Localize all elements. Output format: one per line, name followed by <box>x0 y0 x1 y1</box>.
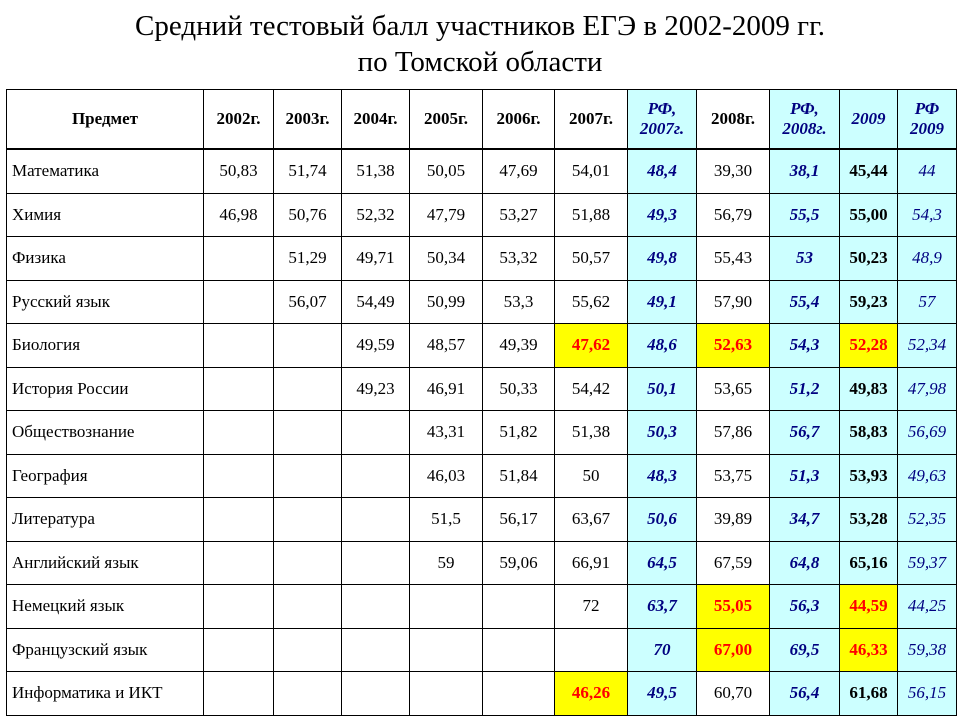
score-cell: 46,03 <box>410 454 483 498</box>
score-cell: 54,49 <box>342 280 410 324</box>
score-cell: 53 <box>770 237 840 281</box>
subject-cell: Биология <box>7 324 204 368</box>
score-cell <box>342 585 410 629</box>
header-2004: 2004г. <box>342 90 410 150</box>
score-cell: 52,28 <box>840 324 898 368</box>
score-cell: 47,69 <box>483 149 555 193</box>
score-cell: 50,76 <box>274 193 342 237</box>
score-cell: 38,1 <box>770 149 840 193</box>
table-row <box>7 193 957 237</box>
score-cell: 51,38 <box>342 149 410 193</box>
score-cell <box>204 454 274 498</box>
score-cell: 50,3 <box>628 411 697 455</box>
score-cell: 54,42 <box>555 367 628 411</box>
header-rf-2008: РФ, 2008г. <box>770 90 840 150</box>
score-cell: 49,71 <box>342 237 410 281</box>
score-cell <box>274 541 342 585</box>
score-cell: 52,32 <box>342 193 410 237</box>
score-cell: 63,7 <box>628 585 697 629</box>
table-row <box>7 149 957 193</box>
score-cell: 51,38 <box>555 411 628 455</box>
score-cell <box>342 672 410 716</box>
score-cell: 57,90 <box>697 280 770 324</box>
score-cell: 49,5 <box>628 672 697 716</box>
table-body <box>7 149 957 715</box>
subject-cell: Обществознание <box>7 411 204 455</box>
score-cell <box>410 585 483 629</box>
subject-cell: География <box>7 454 204 498</box>
score-cell: 65,16 <box>840 541 898 585</box>
score-cell: 66,91 <box>555 541 628 585</box>
score-cell: 57 <box>898 280 957 324</box>
score-cell: 49,39 <box>483 324 555 368</box>
table-row <box>7 585 957 629</box>
score-cell: 51,2 <box>770 367 840 411</box>
score-cell <box>274 628 342 672</box>
score-cell: 50,6 <box>628 498 697 542</box>
score-cell: 56,4 <box>770 672 840 716</box>
subject-cell: Английский язык <box>7 541 204 585</box>
score-cell: 53,28 <box>840 498 898 542</box>
score-cell: 43,31 <box>410 411 483 455</box>
score-cell: 54,01 <box>555 149 628 193</box>
subject-cell: Немецкий язык <box>7 585 204 629</box>
score-cell: 44,25 <box>898 585 957 629</box>
score-cell <box>342 454 410 498</box>
score-cell: 44 <box>898 149 957 193</box>
table-row <box>7 628 957 672</box>
score-cell <box>342 541 410 585</box>
subject-cell: Литература <box>7 498 204 542</box>
score-cell: 48,3 <box>628 454 697 498</box>
score-cell: 49,59 <box>342 324 410 368</box>
score-cell: 55,00 <box>840 193 898 237</box>
score-cell <box>204 237 274 281</box>
table-row <box>7 324 957 368</box>
score-cell: 56,7 <box>770 411 840 455</box>
score-cell: 49,23 <box>342 367 410 411</box>
score-cell: 39,30 <box>697 149 770 193</box>
score-cell: 49,3 <box>628 193 697 237</box>
score-cell: 51,5 <box>410 498 483 542</box>
score-cell <box>204 498 274 542</box>
score-cell: 50,99 <box>410 280 483 324</box>
header-2006: 2006г. <box>483 90 555 150</box>
score-cell: 46,98 <box>204 193 274 237</box>
results-table <box>6 89 957 716</box>
score-cell <box>483 672 555 716</box>
score-cell <box>204 541 274 585</box>
score-cell: 69,5 <box>770 628 840 672</box>
score-cell <box>204 585 274 629</box>
score-cell: 46,91 <box>410 367 483 411</box>
score-cell: 59,38 <box>898 628 957 672</box>
score-cell: 63,67 <box>555 498 628 542</box>
score-cell <box>342 411 410 455</box>
score-cell: 47,62 <box>555 324 628 368</box>
score-cell <box>274 672 342 716</box>
score-cell: 54,3 <box>770 324 840 368</box>
score-cell <box>204 324 274 368</box>
score-cell: 53,93 <box>840 454 898 498</box>
score-cell <box>204 280 274 324</box>
header-2002: 2002г. <box>204 90 274 150</box>
header-rf-2009: РФ 2009 <box>898 90 957 150</box>
header-rf-2007: РФ, 2007г. <box>628 90 697 150</box>
score-cell: 55,62 <box>555 280 628 324</box>
score-cell <box>274 324 342 368</box>
subject-cell: История России <box>7 367 204 411</box>
score-cell: 64,5 <box>628 541 697 585</box>
score-cell: 51,88 <box>555 193 628 237</box>
score-cell: 57,86 <box>697 411 770 455</box>
score-cell: 56,79 <box>697 193 770 237</box>
score-cell: 58,83 <box>840 411 898 455</box>
score-cell: 59,37 <box>898 541 957 585</box>
score-cell: 51,74 <box>274 149 342 193</box>
score-cell: 50 <box>555 454 628 498</box>
score-cell: 49,1 <box>628 280 697 324</box>
score-cell: 54,3 <box>898 193 957 237</box>
score-cell <box>274 454 342 498</box>
header-2009: 2009 <box>840 90 898 150</box>
score-cell: 53,65 <box>697 367 770 411</box>
score-cell: 61,68 <box>840 672 898 716</box>
subject-cell: Французский язык <box>7 628 204 672</box>
score-cell <box>342 498 410 542</box>
table-row <box>7 367 957 411</box>
table-row <box>7 454 957 498</box>
score-cell: 34,7 <box>770 498 840 542</box>
score-cell <box>204 672 274 716</box>
subject-cell: Информатика и ИКТ <box>7 672 204 716</box>
score-cell: 48,9 <box>898 237 957 281</box>
score-cell: 52,34 <box>898 324 957 368</box>
title-line-2: по Томской области <box>357 46 603 78</box>
title-line-1: Средний тестовый балл участников ЕГЭ в 2002-2009 гг. <box>135 10 825 42</box>
score-cell <box>410 672 483 716</box>
subject-cell: Химия <box>7 193 204 237</box>
table-row <box>7 280 957 324</box>
score-cell: 56,07 <box>274 280 342 324</box>
score-cell: 49,63 <box>898 454 957 498</box>
score-cell: 72 <box>555 585 628 629</box>
score-cell: 59 <box>410 541 483 585</box>
score-cell <box>342 628 410 672</box>
score-cell: 50,1 <box>628 367 697 411</box>
header-row <box>7 90 957 150</box>
page-title <box>0 8 960 80</box>
table-row <box>7 237 957 281</box>
header-2008: 2008г. <box>697 90 770 150</box>
subject-cell: Русский язык <box>7 280 204 324</box>
subject-cell: Физика <box>7 237 204 281</box>
score-cell: 55,4 <box>770 280 840 324</box>
score-cell: 67,59 <box>697 541 770 585</box>
score-cell: 55,5 <box>770 193 840 237</box>
score-cell: 48,57 <box>410 324 483 368</box>
score-cell: 53,75 <box>697 454 770 498</box>
score-cell: 44,59 <box>840 585 898 629</box>
score-cell: 51,3 <box>770 454 840 498</box>
score-cell: 50,33 <box>483 367 555 411</box>
score-cell: 50,57 <box>555 237 628 281</box>
table-row <box>7 541 957 585</box>
score-cell: 51,82 <box>483 411 555 455</box>
score-cell: 46,26 <box>555 672 628 716</box>
score-cell <box>483 628 555 672</box>
score-cell: 64,8 <box>770 541 840 585</box>
subject-cell: Математика <box>7 149 204 193</box>
score-cell: 67,00 <box>697 628 770 672</box>
table-row <box>7 672 957 716</box>
score-cell <box>204 628 274 672</box>
score-cell: 52,35 <box>898 498 957 542</box>
table-row <box>7 411 957 455</box>
score-cell: 52,63 <box>697 324 770 368</box>
score-cell: 56,69 <box>898 411 957 455</box>
score-cell <box>204 411 274 455</box>
score-cell: 47,79 <box>410 193 483 237</box>
score-cell <box>204 367 274 411</box>
score-cell: 39,89 <box>697 498 770 542</box>
score-cell <box>274 411 342 455</box>
score-cell: 53,3 <box>483 280 555 324</box>
score-cell: 48,4 <box>628 149 697 193</box>
score-cell: 51,84 <box>483 454 555 498</box>
header-subject: Предмет <box>7 90 204 150</box>
score-cell <box>410 628 483 672</box>
header-2005: 2005г. <box>410 90 483 150</box>
score-cell: 45,44 <box>840 149 898 193</box>
score-cell: 60,70 <box>697 672 770 716</box>
score-cell: 56,15 <box>898 672 957 716</box>
score-cell: 55,43 <box>697 237 770 281</box>
score-cell: 46,33 <box>840 628 898 672</box>
score-cell: 56,17 <box>483 498 555 542</box>
score-cell: 56,3 <box>770 585 840 629</box>
score-cell: 49,83 <box>840 367 898 411</box>
header-2003: 2003г. <box>274 90 342 150</box>
score-cell: 50,23 <box>840 237 898 281</box>
header-2007: 2007г. <box>555 90 628 150</box>
score-cell: 53,27 <box>483 193 555 237</box>
score-cell: 50,83 <box>204 149 274 193</box>
score-cell: 50,34 <box>410 237 483 281</box>
score-cell: 49,8 <box>628 237 697 281</box>
score-cell: 51,29 <box>274 237 342 281</box>
score-cell: 48,6 <box>628 324 697 368</box>
score-cell: 59,23 <box>840 280 898 324</box>
score-cell <box>555 628 628 672</box>
score-cell: 50,05 <box>410 149 483 193</box>
score-cell: 53,32 <box>483 237 555 281</box>
score-cell: 47,98 <box>898 367 957 411</box>
table-row <box>7 498 957 542</box>
score-cell <box>274 585 342 629</box>
score-cell <box>274 498 342 542</box>
score-cell: 55,05 <box>697 585 770 629</box>
score-cell: 59,06 <box>483 541 555 585</box>
score-cell <box>274 367 342 411</box>
score-cell: 70 <box>628 628 697 672</box>
score-cell <box>483 585 555 629</box>
